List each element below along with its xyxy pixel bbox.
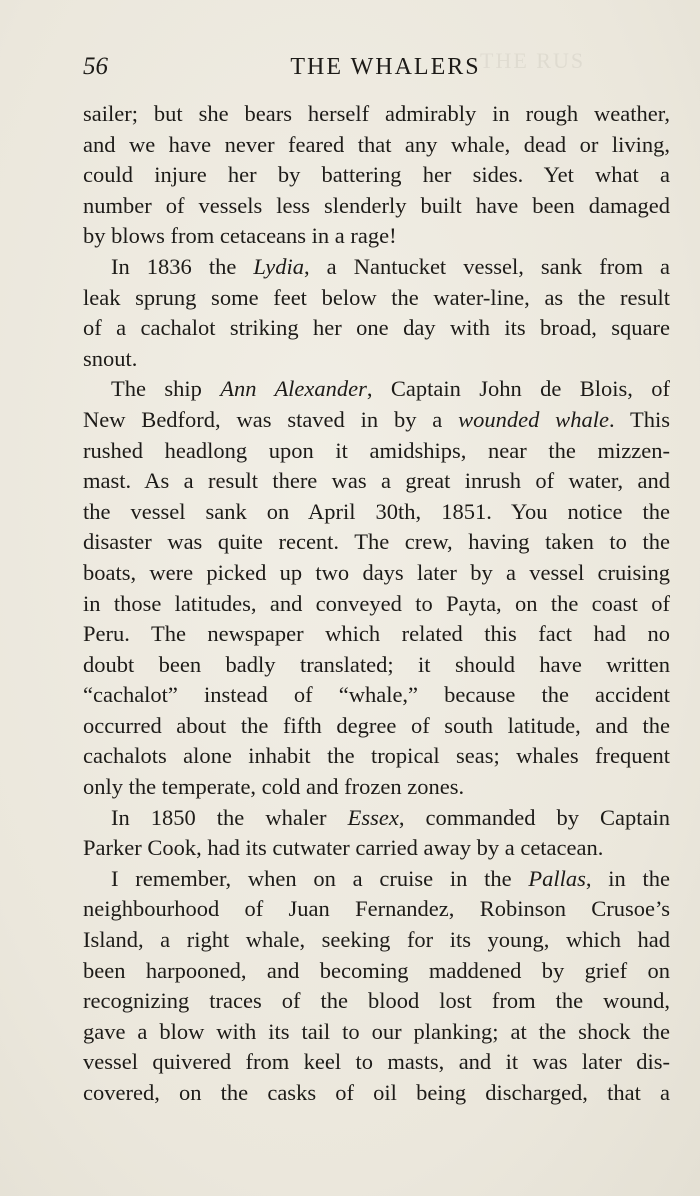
- text-line: [83, 833, 670, 864]
- text-segment: In 1850 the whaler: [111, 804, 348, 830]
- text-line: [83, 191, 670, 222]
- text-segment: could injure her by battering her sides. Yet what a: [83, 162, 670, 188]
- text-line: [83, 497, 670, 528]
- text-line: [83, 711, 670, 742]
- text-segment: sailer; but she bears herself admirably in rough weather,: [83, 101, 670, 126]
- text-line: [83, 252, 670, 283]
- italic-text: Ann Alexander: [220, 376, 367, 402]
- text-segment: mast. As a result there was a great inrush of water, and: [83, 468, 670, 494]
- text-segment: vessel quivered from keel to masts, and it was later dis-: [83, 1049, 670, 1075]
- text-segment: cachalots alone inhabit the tropical seas; whales frequent: [83, 743, 670, 769]
- text-segment: , in the: [585, 865, 670, 891]
- page-header: [83, 50, 670, 84]
- text-segment: Peru. The newspaper which related this fact had no: [83, 621, 670, 647]
- text-line: [83, 527, 670, 558]
- text-segment: rushed headlong upon it amidships, near the mizzen-: [83, 437, 670, 463]
- text-segment: “cachalot” instead of “whale,” because the accident: [83, 682, 670, 708]
- text-segment: snout.: [83, 345, 138, 371]
- text-line: [83, 894, 670, 925]
- text-segment: , commanded by Captain: [398, 804, 670, 830]
- text-line: [83, 986, 670, 1017]
- text-segment: neighbourhood of Juan Fernandez, Robinson Crusoe’s: [83, 896, 670, 922]
- text-line: [83, 466, 670, 497]
- text-segment: been harpooned, and becoming maddened by grief on: [83, 957, 670, 983]
- italic-text: wounded whale: [458, 406, 609, 432]
- body-text: [83, 99, 670, 1109]
- text-segment: occurred about the fifth degree of south latitude, and the: [83, 712, 670, 738]
- text-line: [83, 803, 670, 834]
- text-segment: disaster was quite recent. The crew, having taken to the: [83, 529, 670, 555]
- text-segment: , a Nantucket vessel, sank from a: [304, 253, 670, 279]
- text-segment: recognizing traces of the blood lost from the wound,: [83, 988, 670, 1014]
- text-line: [83, 772, 670, 803]
- text-line: [83, 221, 670, 252]
- text-line: [83, 956, 670, 987]
- text-segment: leak sprung some feet below the water-line, as the result: [83, 284, 670, 310]
- text-line: [83, 1017, 670, 1048]
- italic-text: Pallas: [528, 865, 586, 891]
- text-segment: doubt been badly translated; it should have written: [83, 651, 670, 677]
- page-number: 56: [83, 53, 108, 80]
- text-line: [83, 160, 670, 191]
- text-segment: by blows from cetaceans in a rage!: [83, 223, 397, 249]
- text-segment: gave a blow with its tail to our planking; at the shock the: [83, 1018, 670, 1044]
- text-segment: I remember, when on a cruise in the: [111, 865, 529, 891]
- text-line: [83, 1047, 670, 1078]
- text-line: [83, 925, 670, 956]
- text-line: [83, 1078, 670, 1109]
- text-line: [83, 589, 670, 620]
- text-line: [83, 558, 670, 589]
- text-line: [83, 313, 670, 344]
- text-line: [83, 374, 670, 405]
- text-line: [83, 344, 670, 375]
- show-through-text: THE RUS: [480, 48, 586, 73]
- text-segment: Parker Cook, had its cutwater carried away by a cetacean.: [83, 835, 604, 861]
- text-segment: New Bedford, was staved in by a: [83, 406, 459, 432]
- text-line: [83, 99, 670, 130]
- text-segment: the vessel sank on April 30th, 1851. You notice the: [83, 498, 670, 524]
- italic-text: Essex: [347, 804, 399, 830]
- text-line: [83, 283, 670, 314]
- italic-text: Lydia: [253, 253, 304, 279]
- text-segment: boats, were picked up two days later by a vessel cruising: [83, 559, 670, 585]
- text-line: [83, 405, 670, 436]
- text-line: [83, 680, 670, 711]
- text-line: [83, 650, 670, 681]
- text-line: [83, 436, 670, 467]
- text-segment: in those latitudes, and conveyed to Payta, on the coast of: [83, 590, 670, 616]
- text-segment: number of vessels less slenderly built have been damaged: [83, 192, 670, 218]
- text-segment: Island, a right whale, seeking for its young, which had: [83, 927, 670, 953]
- running-head: THE WHALERS: [290, 54, 481, 80]
- text-segment: covered, on the casks of oil being discharged, that a: [83, 1080, 670, 1105]
- text-segment: . This: [608, 406, 670, 432]
- text-line: [83, 130, 670, 161]
- text-line: [83, 619, 670, 650]
- text-segment: , Captain John de Blois, of: [366, 376, 670, 402]
- text-segment: In 1836 the: [111, 253, 254, 279]
- text-line: [83, 864, 670, 895]
- text-segment: and we have never feared that any whale, dead or living,: [83, 131, 670, 157]
- text-line: [83, 741, 670, 772]
- text-segment: The ship: [111, 376, 221, 402]
- text-segment: of a cachalot striking her one day with its broad, square: [83, 315, 670, 341]
- text-segment: only the temperate, cold and frozen zones.: [83, 774, 465, 800]
